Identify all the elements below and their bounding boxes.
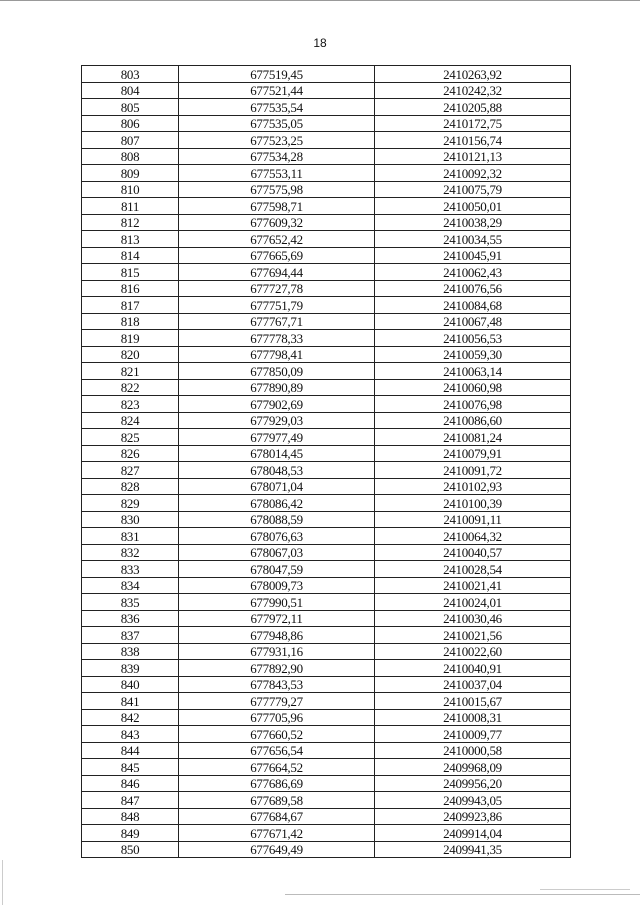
- point-number-cell: 819: [82, 330, 179, 347]
- point-number-cell: 844: [82, 742, 179, 759]
- x-coordinate-cell: 677990,51: [179, 594, 375, 611]
- x-coordinate-cell: 677972,11: [179, 610, 375, 627]
- table-row: [82, 462, 571, 479]
- point-number-cell: 820: [82, 346, 179, 363]
- y-coordinate-cell: 2409923,86: [375, 808, 571, 825]
- y-coordinate-cell: 2410156,74: [375, 132, 571, 149]
- x-coordinate-cell: 677705,96: [179, 709, 375, 726]
- y-coordinate-cell: 2410121,13: [375, 148, 571, 165]
- x-coordinate-cell: 677686,69: [179, 775, 375, 792]
- x-coordinate-cell: 677535,05: [179, 115, 375, 132]
- y-coordinate-cell: 2410064,32: [375, 528, 571, 545]
- point-number-cell: 804: [82, 82, 179, 99]
- y-coordinate-cell: 2410040,91: [375, 660, 571, 677]
- x-coordinate-cell: 677652,42: [179, 231, 375, 248]
- y-coordinate-cell: 2410063,14: [375, 363, 571, 380]
- table-row: [82, 396, 571, 413]
- y-coordinate-cell: 2410242,32: [375, 82, 571, 99]
- table-row: [82, 528, 571, 545]
- x-coordinate-cell: 677850,09: [179, 363, 375, 380]
- table-row: [82, 577, 571, 594]
- table-row: [82, 247, 571, 264]
- x-coordinate-cell: 677649,49: [179, 841, 375, 858]
- point-number-cell: 847: [82, 792, 179, 809]
- x-coordinate-cell: 677519,45: [179, 66, 375, 83]
- y-coordinate-cell: 2410102,93: [375, 478, 571, 495]
- table-row: [82, 99, 571, 116]
- table-row: [82, 297, 571, 314]
- table-row: [82, 792, 571, 809]
- x-coordinate-cell: 677727,78: [179, 280, 375, 297]
- y-coordinate-cell: 2410056,53: [375, 330, 571, 347]
- y-coordinate-cell: 2409941,35: [375, 841, 571, 858]
- point-number-cell: 815: [82, 264, 179, 281]
- point-number-cell: 808: [82, 148, 179, 165]
- y-coordinate-cell: 2410024,01: [375, 594, 571, 611]
- table-row: [82, 825, 571, 842]
- point-number-cell: 836: [82, 610, 179, 627]
- point-number-cell: 818: [82, 313, 179, 330]
- table-row: [82, 495, 571, 512]
- y-coordinate-cell: 2410015,67: [375, 693, 571, 710]
- x-coordinate-cell: 677553,11: [179, 165, 375, 182]
- table-row: [82, 660, 571, 677]
- table-row: [82, 544, 571, 561]
- point-number-cell: 824: [82, 412, 179, 429]
- point-number-cell: 832: [82, 544, 179, 561]
- point-number-cell: 812: [82, 214, 179, 231]
- point-number-cell: 845: [82, 759, 179, 776]
- y-coordinate-cell: 2410040,57: [375, 544, 571, 561]
- point-number-cell: 837: [82, 627, 179, 644]
- x-coordinate-cell: 677892,90: [179, 660, 375, 677]
- x-coordinate-cell: 678014,45: [179, 445, 375, 462]
- x-coordinate-cell: 677671,42: [179, 825, 375, 842]
- table-row: [82, 709, 571, 726]
- x-coordinate-cell: 677689,58: [179, 792, 375, 809]
- y-coordinate-cell: 2410045,91: [375, 247, 571, 264]
- y-coordinate-cell: 2410062,43: [375, 264, 571, 281]
- bottom-border-line: [285, 894, 640, 895]
- point-number-cell: 821: [82, 363, 179, 380]
- x-coordinate-cell: 677694,44: [179, 264, 375, 281]
- point-number-cell: 825: [82, 429, 179, 446]
- point-number-cell: 843: [82, 726, 179, 743]
- y-coordinate-cell: 2410008,31: [375, 709, 571, 726]
- x-coordinate-cell: 678076,63: [179, 528, 375, 545]
- table-row: [82, 775, 571, 792]
- point-number-cell: 810: [82, 181, 179, 198]
- x-coordinate-cell: 677778,33: [179, 330, 375, 347]
- table-row: [82, 759, 571, 776]
- left-edge-line: [2, 860, 3, 905]
- y-coordinate-cell: 2410081,24: [375, 429, 571, 446]
- x-coordinate-cell: 677977,49: [179, 429, 375, 446]
- y-coordinate-cell: 2410030,46: [375, 610, 571, 627]
- point-number-cell: 846: [82, 775, 179, 792]
- top-border-line: [0, 0, 640, 1]
- table-row: [82, 627, 571, 644]
- y-coordinate-cell: 2410091,11: [375, 511, 571, 528]
- point-number-cell: 831: [82, 528, 179, 545]
- point-number-cell: 840: [82, 676, 179, 693]
- y-coordinate-cell: 2409968,09: [375, 759, 571, 776]
- point-number-cell: 826: [82, 445, 179, 462]
- table-row: [82, 132, 571, 149]
- y-coordinate-cell: 2410092,32: [375, 165, 571, 182]
- table-row: [82, 66, 571, 83]
- y-coordinate-cell: 2410038,29: [375, 214, 571, 231]
- table-row: [82, 198, 571, 215]
- point-number-cell: 817: [82, 297, 179, 314]
- table-row: [82, 115, 571, 132]
- x-coordinate-cell: 677575,98: [179, 181, 375, 198]
- y-coordinate-cell: 2410037,04: [375, 676, 571, 693]
- table-row: [82, 429, 571, 446]
- point-number-cell: 814: [82, 247, 179, 264]
- table-row: [82, 478, 571, 495]
- x-coordinate-cell: 677535,54: [179, 99, 375, 116]
- y-coordinate-cell: 2409956,20: [375, 775, 571, 792]
- table-row: [82, 445, 571, 462]
- point-number-cell: 834: [82, 577, 179, 594]
- point-number-cell: 811: [82, 198, 179, 215]
- x-coordinate-cell: 677843,53: [179, 676, 375, 693]
- point-number-cell: 830: [82, 511, 179, 528]
- x-coordinate-cell: 678047,59: [179, 561, 375, 578]
- x-coordinate-cell: 677890,89: [179, 379, 375, 396]
- x-coordinate-cell: 677598,71: [179, 198, 375, 215]
- table-row: [82, 346, 571, 363]
- point-number-cell: 838: [82, 643, 179, 660]
- x-coordinate-cell: 678067,03: [179, 544, 375, 561]
- x-coordinate-cell: 677660,52: [179, 726, 375, 743]
- x-coordinate-cell: 677665,69: [179, 247, 375, 264]
- y-coordinate-cell: 2410021,41: [375, 577, 571, 594]
- x-coordinate-cell: 677609,32: [179, 214, 375, 231]
- point-number-cell: 813: [82, 231, 179, 248]
- x-coordinate-cell: 677521,44: [179, 82, 375, 99]
- y-coordinate-cell: 2410067,48: [375, 313, 571, 330]
- x-coordinate-cell: 677798,41: [179, 346, 375, 363]
- point-number-cell: 809: [82, 165, 179, 182]
- y-coordinate-cell: 2410263,92: [375, 66, 571, 83]
- table-row: [82, 148, 571, 165]
- x-coordinate-cell: 677656,54: [179, 742, 375, 759]
- table-row: [82, 841, 571, 858]
- table-row: [82, 280, 571, 297]
- point-number-cell: 805: [82, 99, 179, 116]
- y-coordinate-cell: 2410059,30: [375, 346, 571, 363]
- table-row: [82, 643, 571, 660]
- x-coordinate-cell: 677931,16: [179, 643, 375, 660]
- y-coordinate-cell: 2410084,68: [375, 297, 571, 314]
- x-coordinate-cell: 677948,86: [179, 627, 375, 644]
- point-number-cell: 841: [82, 693, 179, 710]
- point-number-cell: 848: [82, 808, 179, 825]
- table-row: [82, 594, 571, 611]
- bottom-border-line-short: [540, 889, 630, 890]
- y-coordinate-cell: 2410205,88: [375, 99, 571, 116]
- y-coordinate-cell: 2410000,58: [375, 742, 571, 759]
- coordinates-table-body: [82, 66, 571, 858]
- table-row: [82, 511, 571, 528]
- table-row: [82, 363, 571, 380]
- x-coordinate-cell: 677767,71: [179, 313, 375, 330]
- y-coordinate-cell: 2410009,77: [375, 726, 571, 743]
- table-row: [82, 330, 571, 347]
- table-row: [82, 610, 571, 627]
- point-number-cell: 807: [82, 132, 179, 149]
- y-coordinate-cell: 2410076,56: [375, 280, 571, 297]
- y-coordinate-cell: 2410100,39: [375, 495, 571, 512]
- point-number-cell: 850: [82, 841, 179, 858]
- y-coordinate-cell: 2410050,01: [375, 198, 571, 215]
- table-row: [82, 165, 571, 182]
- point-number-cell: 803: [82, 66, 179, 83]
- y-coordinate-cell: 2410028,54: [375, 561, 571, 578]
- y-coordinate-cell: 2410060,98: [375, 379, 571, 396]
- table-row: [82, 808, 571, 825]
- point-number-cell: 822: [82, 379, 179, 396]
- point-number-cell: 842: [82, 709, 179, 726]
- x-coordinate-cell: 677664,52: [179, 759, 375, 776]
- table-row: [82, 561, 571, 578]
- point-number-cell: 849: [82, 825, 179, 842]
- x-coordinate-cell: 677902,69: [179, 396, 375, 413]
- table-row: [82, 412, 571, 429]
- x-coordinate-cell: 678009,73: [179, 577, 375, 594]
- point-number-cell: 839: [82, 660, 179, 677]
- table-row: [82, 264, 571, 281]
- point-number-cell: 829: [82, 495, 179, 512]
- point-number-cell: 816: [82, 280, 179, 297]
- table-row: [82, 82, 571, 99]
- y-coordinate-cell: 2410034,55: [375, 231, 571, 248]
- y-coordinate-cell: 2409914,04: [375, 825, 571, 842]
- x-coordinate-cell: 678071,04: [179, 478, 375, 495]
- x-coordinate-cell: 678086,42: [179, 495, 375, 512]
- point-number-cell: 806: [82, 115, 179, 132]
- coordinates-table: [81, 65, 571, 858]
- point-number-cell: 827: [82, 462, 179, 479]
- table-row: [82, 214, 571, 231]
- table-row: [82, 726, 571, 743]
- x-coordinate-cell: 678048,53: [179, 462, 375, 479]
- y-coordinate-cell: 2410091,72: [375, 462, 571, 479]
- y-coordinate-cell: 2410022,60: [375, 643, 571, 660]
- table-row: [82, 379, 571, 396]
- x-coordinate-cell: 677534,28: [179, 148, 375, 165]
- x-coordinate-cell: 677929,03: [179, 412, 375, 429]
- point-number-cell: 828: [82, 478, 179, 495]
- x-coordinate-cell: 678088,59: [179, 511, 375, 528]
- y-coordinate-cell: 2410075,79: [375, 181, 571, 198]
- point-number-cell: 835: [82, 594, 179, 611]
- y-coordinate-cell: 2410172,75: [375, 115, 571, 132]
- y-coordinate-cell: 2410076,98: [375, 396, 571, 413]
- table-row: [82, 181, 571, 198]
- y-coordinate-cell: 2410079,91: [375, 445, 571, 462]
- x-coordinate-cell: 677751,79: [179, 297, 375, 314]
- y-coordinate-cell: 2409943,05: [375, 792, 571, 809]
- table-row: [82, 676, 571, 693]
- page-number: 18: [313, 36, 327, 50]
- table-row: [82, 693, 571, 710]
- point-number-cell: 833: [82, 561, 179, 578]
- table-row: [82, 231, 571, 248]
- y-coordinate-cell: 2410021,56: [375, 627, 571, 644]
- x-coordinate-cell: 677684,67: [179, 808, 375, 825]
- table-row: [82, 742, 571, 759]
- x-coordinate-cell: 677779,27: [179, 693, 375, 710]
- y-coordinate-cell: 2410086,60: [375, 412, 571, 429]
- x-coordinate-cell: 677523,25: [179, 132, 375, 149]
- table-row: [82, 313, 571, 330]
- point-number-cell: 823: [82, 396, 179, 413]
